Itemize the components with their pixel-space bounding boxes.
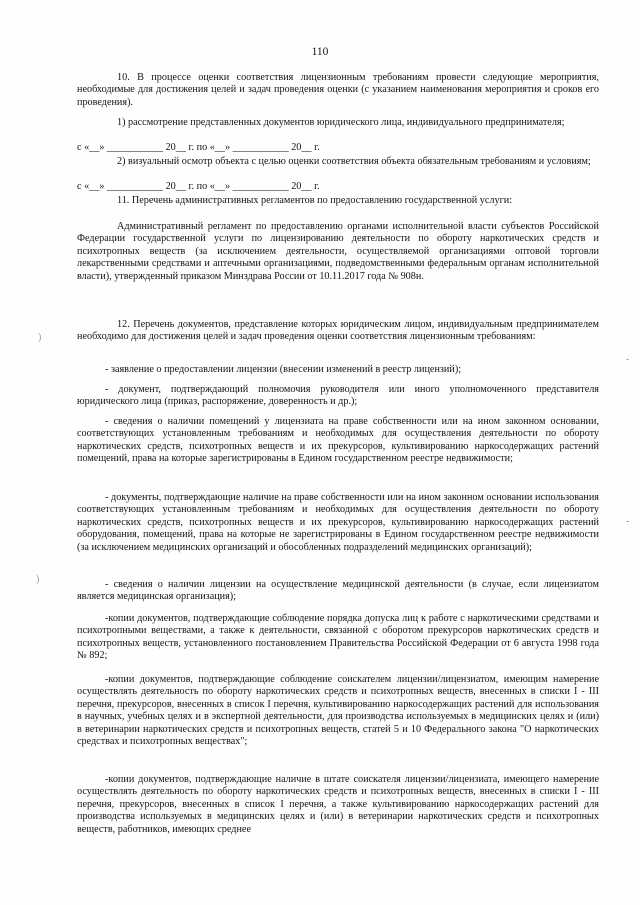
page-number: 110 — [311, 46, 329, 58]
date-range-2: с «__» ___________ 20__ г. по «__» ___________ 20__ г. — [77, 181, 320, 192]
item-10-subitem-2: 2) визуальный осмотр объекта с целью оценки соответствия объекта обязательным требованиям и условиям; — [117, 156, 591, 167]
doc-list-item-5: - сведения о наличии лицензии на осуществление медицинской деятельности (в случае, если лицензиатом является медицинская организация); — [77, 579, 599, 603]
date-range-1: с «__» ___________ 20__ г. по «__» ___________ 20__ г. — [77, 142, 320, 153]
doc-list-item-8: -копии документов, подтверждающие наличие в штате соискателя лицензии/лицензиата, имеющего намерение осуществлять деятельность по обороту наркотических средств и психотропных веществ, внесенных в списки I - III перечня, прекурсоров, внесенных в список I перечня, а также культивированию наркосодержащих растений для производства используемых в медицинских целях и (или) в ветеринарии наркотических средств и психотропных веществ, работников, имеющих среднее — [77, 774, 599, 835]
margin-mark: - — [626, 354, 630, 365]
doc-list-item-1: - заявление о предоставлении лицензии (внесении изменений в реестр лицензий); — [105, 364, 462, 375]
item-11-heading: 11. Перечень административных регламентов по предоставлению государственной услуги: — [117, 195, 513, 206]
doc-list-item-4: - документы, подтверждающие наличие на праве собственности или на ином законном основании использования соответствующих установленным требованиям и необходимых для осуществления деятельности по обороту наркотических средств, психотропных веществ и их прекурсоров, культивированию наркосодержащих растений оборудования, помещений, права на которые не зарегистрированы в Едином государственном реестре недвижимости (за исключением медицинских организаций и обособленных подразделений медицинских организаций); — [77, 492, 599, 553]
item-10-paragraph: 10. В процессе оценки соответствия лицензионным требованиям провести следующие мероприятия, необходимые для достижения целей и задач проведения оценки (с указанием наименования мероприятия и сроков его проведения). — [77, 72, 599, 108]
margin-mark: - — [626, 516, 630, 527]
item-10-subitem-1: 1) рассмотрение представленных документов юридического лица, индивидуального предпринимателя; — [117, 117, 565, 128]
doc-list-item-6: -копии документов, подтверждающие соблюдение порядка допуска лиц к работе с наркотическими средствами и психотропными веществами, а также к деятельности, связанной с оборотом прекурсоров наркотических средств и психотропных веществ, установленного постановлением Правительства Российской Федерации от 6 августа 1998 года № 892; — [77, 613, 599, 662]
doc-list-item-3: - сведения о наличии помещений у лицензиата на праве собственности или на ином законном основании, соответствующих установленным требованиям и необходимых для осуществления деятельности по обороту наркотических средств, психотропных веществ и их прекурсоров, культивированию наркосодержащих растений помещений, права на которые зарегистрированы в Едином государственном реестре недвижимости; — [77, 416, 599, 465]
margin-mark: ) — [38, 332, 42, 343]
margin-mark: ) — [36, 574, 40, 585]
doc-list-item-7: -копии документов, подтверждающие соблюдение соискателем лицензии/лицензиатом, имеющим намерение осуществлять деятельность по обороту наркотических средств и психотропных веществ, внесенных в списки I - III перечня, прекурсоров, внесенных в список I перечня, культивированию наркосодержащих растений для использования в научных, учебных целях и в экспертной деятельности, для производства используемых в медицинских целях и (или) в ветеринарии наркотических средств и психотропных веществ, статей 5 и 10 Федерального закона "О наркотических средствах и психотропных веществах"; — [77, 674, 599, 748]
item-12-heading: 12. Перечень документов, представление которых юридическим лицом, индивидуальным предпринимателем необходимо для достижения целей и задач проведения оценки соответствия лицензионным требованиям: — [77, 319, 599, 343]
regulation-paragraph: Административный регламент по предоставлению органами исполнительной власти субъектов Российской Федерации государственной услуги по лицензированию деятельности по обороту наркотических средств и психотропных веществ (за исключением деятельности, осуществляемой организациями оптовой торговли лекарственными средствами и аптечными организациями, подведомственными федеральным органам исполнительной власти), утвержденный приказом Минздрава России от 10.11.2017 года № 908н. — [77, 221, 599, 282]
doc-list-item-2: - документ, подтверждающий полномочия руководителя или иного уполномоченного представителя юридического лица (приказ, распоряжение, доверенность и др.); — [77, 384, 599, 408]
